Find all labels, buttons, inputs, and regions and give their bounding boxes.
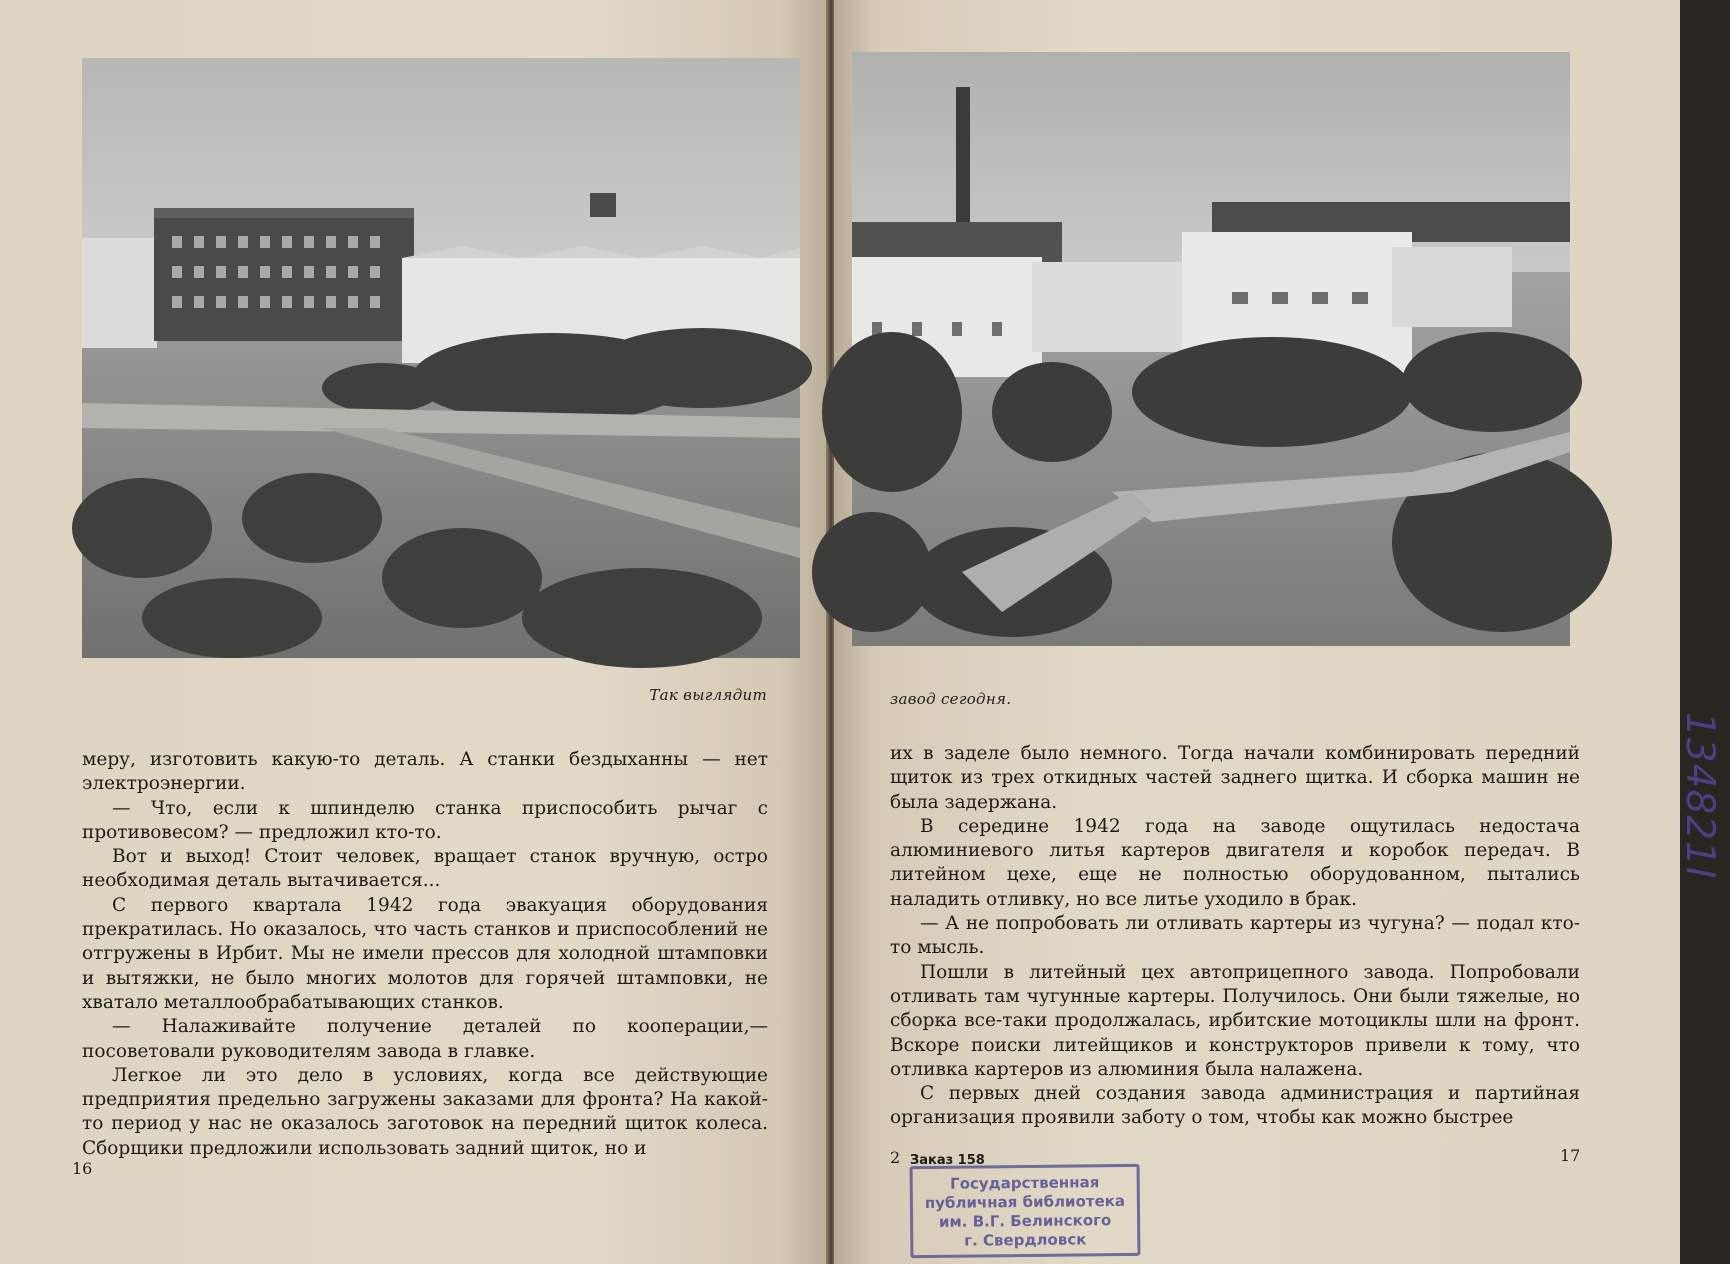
photo-caption-left: Так выглядит: [649, 686, 767, 704]
factory-photo-right: [852, 52, 1570, 646]
page-number-left: 16: [72, 1159, 93, 1178]
factory-photo-left: [82, 58, 800, 658]
photo-caption-right: завод сегодня.: [890, 690, 1012, 708]
paragraph: — А не попробовать ли отливать картеры из чугуна? — подал кто-то мысль.: [890, 913, 1580, 959]
paragraph: Легкое ли это дело в условиях, когда все действующие предприятия предельно загружены заказами для фронта? На какой-то период у нас не оказалось заготовок на передний щиток колеса. Сборщики предложили использовать задний щиток, но и: [82, 1064, 768, 1159]
left-page: [0, 0, 828, 1264]
stamp-line: им. В.Г. Белинского: [938, 1211, 1112, 1231]
paragraph: — Что, если к шпинделю станка приспособить рычаг с противовесом? — предложил кто-то.: [82, 797, 768, 843]
stamp-line: публичная библиотека: [924, 1191, 1126, 1213]
library-stamp: [910, 1164, 1141, 1258]
stamp-line: г. Свердловск: [964, 1230, 1087, 1250]
paragraph: С первого квартала 1942 года эвакуация оборудования прекратилась. Но оказалось, что часть станков и приспособлений не отгружены в Ирбит. Мы не имели прессов для холодной штамповки и вытяжки, не было многих молотов для горячей штамповки, не хватало металлообрабатывающих станков.: [82, 894, 768, 1013]
paragraph: — Налаживайте получение деталей по кооперации,— посоветовали руководителям завода в главке.: [82, 1016, 768, 1062]
paragraph: В середине 1942 года на заводе ощутилась недостача алюминиевого литья картеров двигателя и коробок передач. В литейном цехе, еще не полностью оборудованном, пытались наладить отливку, но все литье уходило в брак.: [890, 815, 1580, 910]
paragraph: Пошли в литейный цех автоприцепного завода. Попробовали отливать там чугунные картеры. Получилось. Они были тяжелые, но сборка все-таки продолжалась, ирбитские мотоциклы шли на фронт. Вскоре поиски литейщиков и конструкторов привели к тому, что отливка картеров из алюминия была налажена.: [890, 961, 1580, 1080]
page-number-right: 17: [1560, 1146, 1581, 1165]
left-page-text: [82, 748, 768, 1161]
paragraph: Вот и выход! Стоит человек, вращает станок вручную, остро необходимая деталь вытачивается...: [82, 846, 768, 892]
paragraph: С первых дней создания завода администрация и партийная организация проявили заботу о том, чтобы как можно быстрее: [890, 1083, 1580, 1129]
right-page: [834, 0, 1722, 1264]
handwritten-number: 134821I: [1677, 712, 1722, 880]
stamp-line: Государственная: [949, 1173, 1100, 1193]
right-page-text: [890, 742, 1580, 1131]
signature-number: 2: [890, 1148, 901, 1167]
paragraph: их в заделе было немного. Тогда начали комбинировать передний щиток из трех откидных частей заднего щитка. И сборка машин не была задержана.: [890, 743, 1580, 813]
order-label: Заказ 158: [910, 1153, 985, 1168]
paragraph: меру, изготовить какую-то деталь. А станки бездыханны — нет электроэнергии.: [82, 749, 768, 795]
